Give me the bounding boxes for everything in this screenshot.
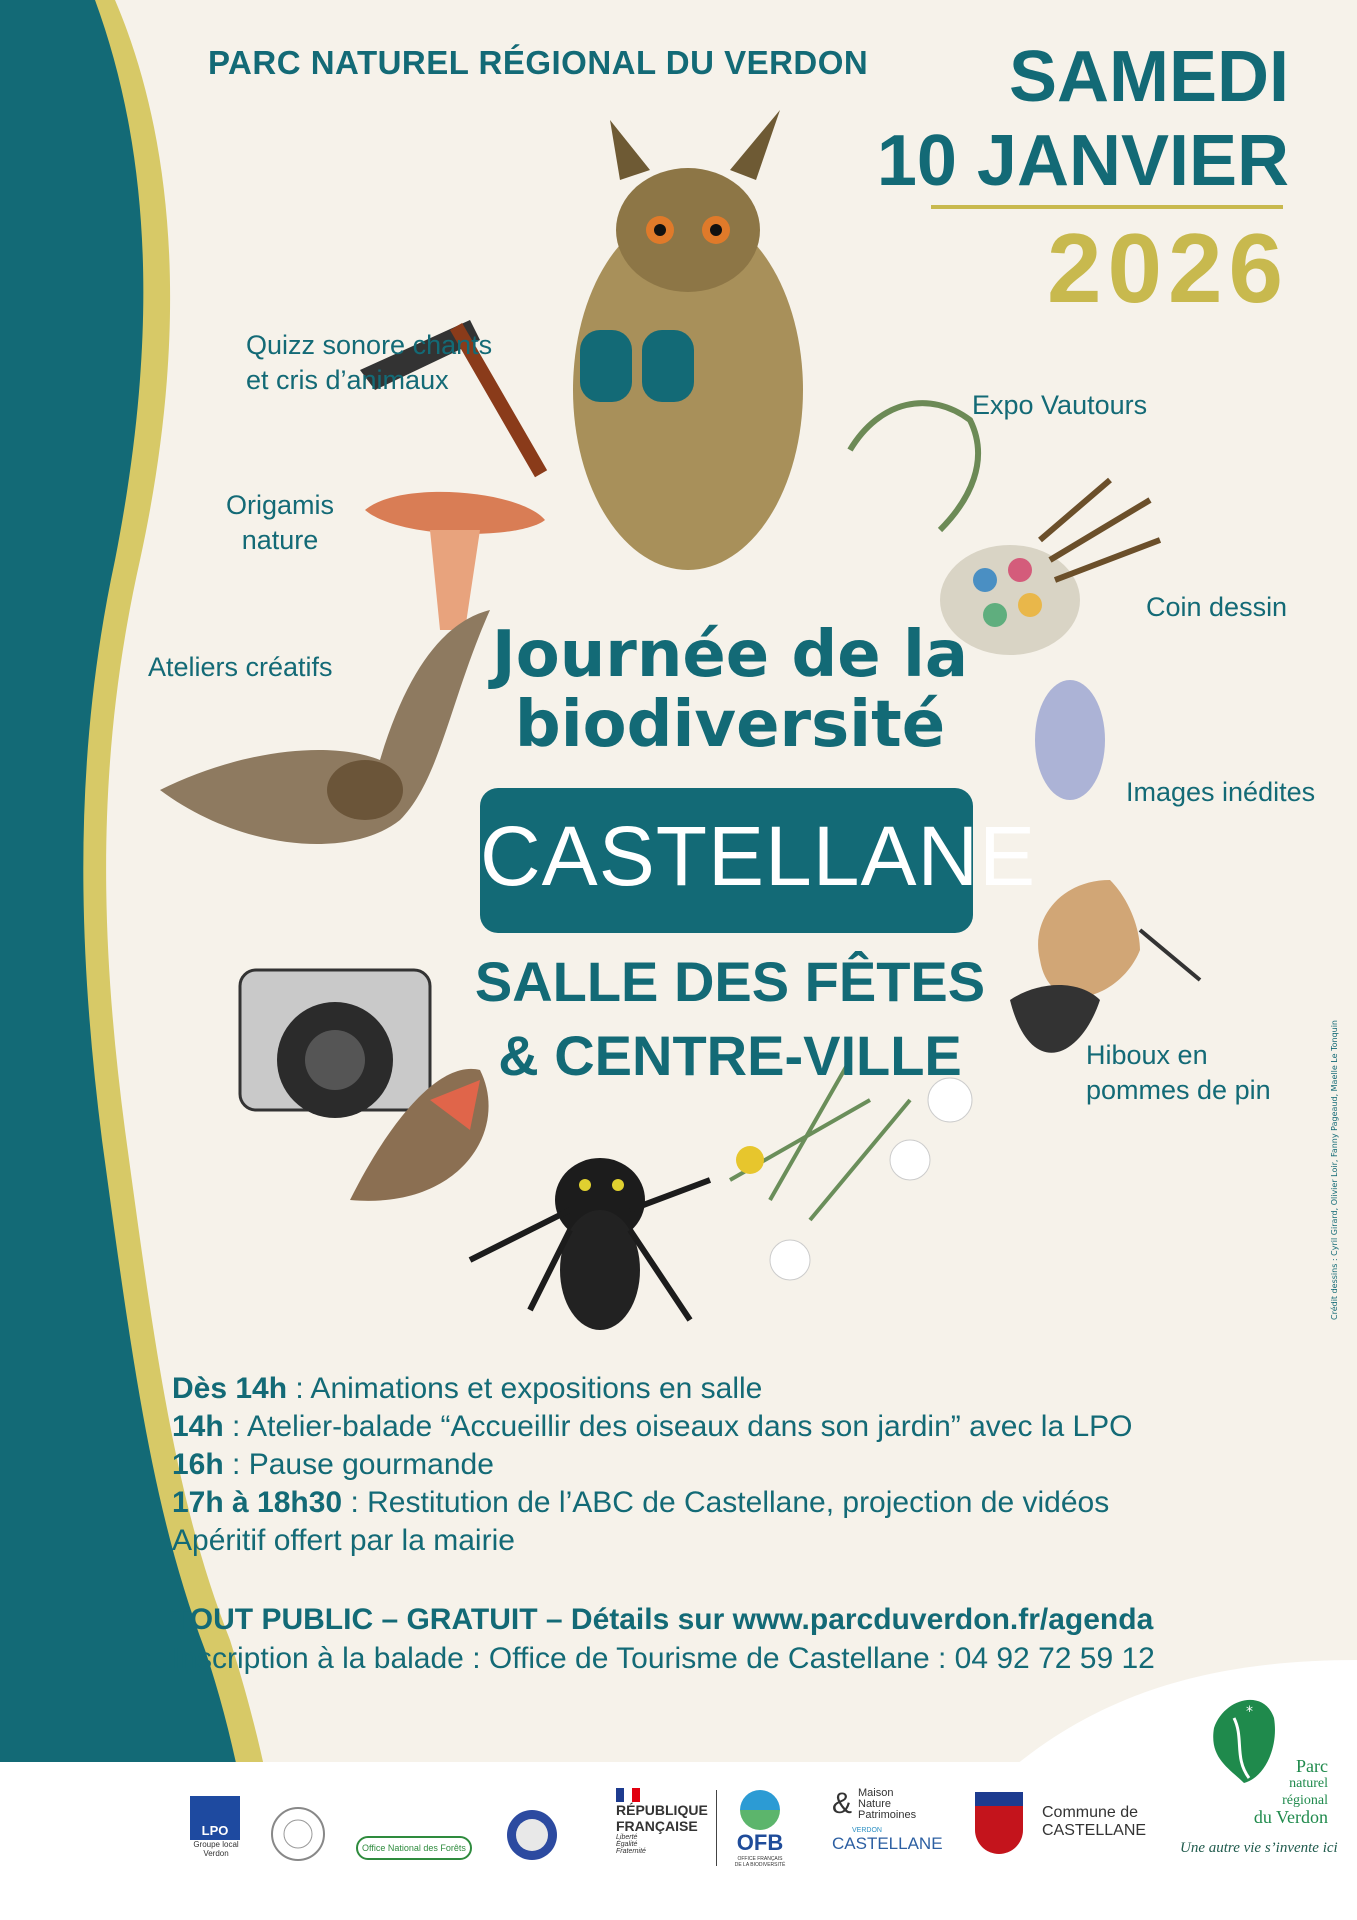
maison-1: Maison [858,1787,894,1799]
roundel-logo [505,1808,559,1862]
event-title-line1: Journée de la [491,618,969,692]
castellane-logo-text: CASTELLANE [832,1834,943,1853]
lpo-sub-2: Verdon [203,1849,229,1858]
ofb-globe-icon [740,1790,780,1830]
program-text: : Pause gourmande [223,1448,494,1481]
activity-origami [226,488,334,558]
parc-line1: Parc [1296,1756,1328,1776]
maison-3: Patrimoines [858,1809,917,1821]
onf-logo: Office National des Forêts [356,1836,472,1860]
french-flag-icon [616,1788,640,1802]
program-text: : Atelier-balade “Accueillir des oiseaux dans son jardin” avec la LPO [223,1410,1133,1443]
activity-coin-dessin: Coin dessin [1146,592,1288,622]
activity-hiboux-line2: pommes de pin [1086,1075,1271,1105]
activity-ateliers: Ateliers créatifs [148,652,333,682]
commune-name: CASTELLANE [1042,1822,1147,1839]
ofb-text: OFB [736,1830,784,1855]
program-item [172,1408,1133,1446]
parc-line2: naturel [1289,1776,1328,1791]
ofb-logo [730,1790,790,1868]
spider-illustration [470,1158,710,1330]
seal-logo [270,1806,326,1862]
info-inscription: Inscription à la balade : Office de Tourisme de Castellane : 04 92 72 59 12 [172,1642,1155,1675]
program-item [172,1522,1133,1560]
event-title [430,620,1030,760]
maison-2: Nature [858,1798,892,1810]
venue-line2: & CENTRE-VILLE [498,1024,962,1087]
town-name: CASTELLANE [480,809,1037,903]
activity-hiboux [1086,1038,1271,1108]
lpo-logo [190,1796,242,1858]
maison-ampersand: & [832,1787,853,1820]
activity-hiboux-line1: Hiboux en [1086,1040,1208,1070]
motto-3: Fraternité [616,1848,646,1855]
activity-origami-line2: nature [241,525,319,555]
maison-logo [832,1788,943,1854]
program-time: 14h [172,1410,224,1443]
program-text: : Restitution de l’ABC de Castellane, projection de vidéos [342,1486,1110,1519]
program-time: 17h à 18h30 [172,1486,343,1519]
motto-2: Égalité [616,1841,638,1848]
activity-quiz-line1: Quizz sonore chants [246,330,493,360]
activity-quiz [246,328,492,398]
event-title-line2: biodiversité [514,688,946,762]
parc-slogan: Une autre vie s’invente ici [1180,1840,1338,1856]
parc-line4: du Verdon [1253,1807,1328,1827]
motto-1: Liberté [616,1834,638,1841]
program-item [172,1446,1133,1484]
info-public[interactable]: TOUT PUBLIC – GRATUIT – Détails sur www.parcduverdon.fr/agenda [172,1603,1154,1636]
program-text: : Animations et expositions en salle [287,1372,763,1405]
activity-images: Images inédites [1126,777,1316,807]
commune-crest-icon [975,1792,1023,1854]
republique-line1: RÉPUBLIQUE [616,1802,708,1818]
lpo-logo-text: LPO [190,1796,240,1840]
verdon-small: VERDON [852,1827,882,1834]
flowers-illustration [730,1060,972,1280]
footer-divider [716,1790,717,1866]
date-month: 10 JANVIER [876,121,1289,201]
activity-quiz-line2: et cris d’animaux [246,365,449,395]
commune-label: Commune de [1042,1804,1139,1821]
activity-origami-line1: Origamis [226,490,335,520]
date-day: SAMEDI [1008,37,1289,117]
program-text: Apéritif offert par la mairie [172,1524,515,1557]
program-item [172,1370,1133,1408]
owl-illustration [573,110,803,570]
ofb-sub-1: OFFICE FRANÇAIS [737,1856,783,1862]
activity-expo: Expo Vautours [972,390,1148,420]
date-year: 2026 [1046,213,1289,323]
camera-illustration [240,970,430,1118]
park-name: PARC NATUREL RÉGIONAL DU VERDON [208,44,869,81]
program-time: 16h [172,1448,224,1481]
hoopoe-illustration [1010,880,1200,1053]
program-time: Dès 14h [172,1372,288,1405]
svg-text:*: * [1246,1704,1253,1720]
venue-line1: SALLE DES FÊTES [474,950,986,1013]
program-list [172,1370,1133,1560]
commune-logo [1042,1804,1146,1840]
republique-logo [616,1788,708,1855]
venue [440,945,1020,1093]
lpo-sub-1: Groupe local [193,1840,239,1849]
republique-line2: FRANÇAISE [616,1818,698,1834]
mushroom-illustration [365,492,545,630]
parc-logo [1228,1758,1328,1826]
info-block [172,1600,1155,1678]
ofb-sub-2: DE LA BIODIVERSITÉ [734,1862,786,1868]
program-item [172,1484,1133,1522]
parc-line3: régional [1282,1793,1328,1808]
illustration-credit: Crédit dessins : Cyril Girard, Olivier Loir, Fanny Pageaud, Maelle Le Tonquin [1330,1019,1339,1320]
